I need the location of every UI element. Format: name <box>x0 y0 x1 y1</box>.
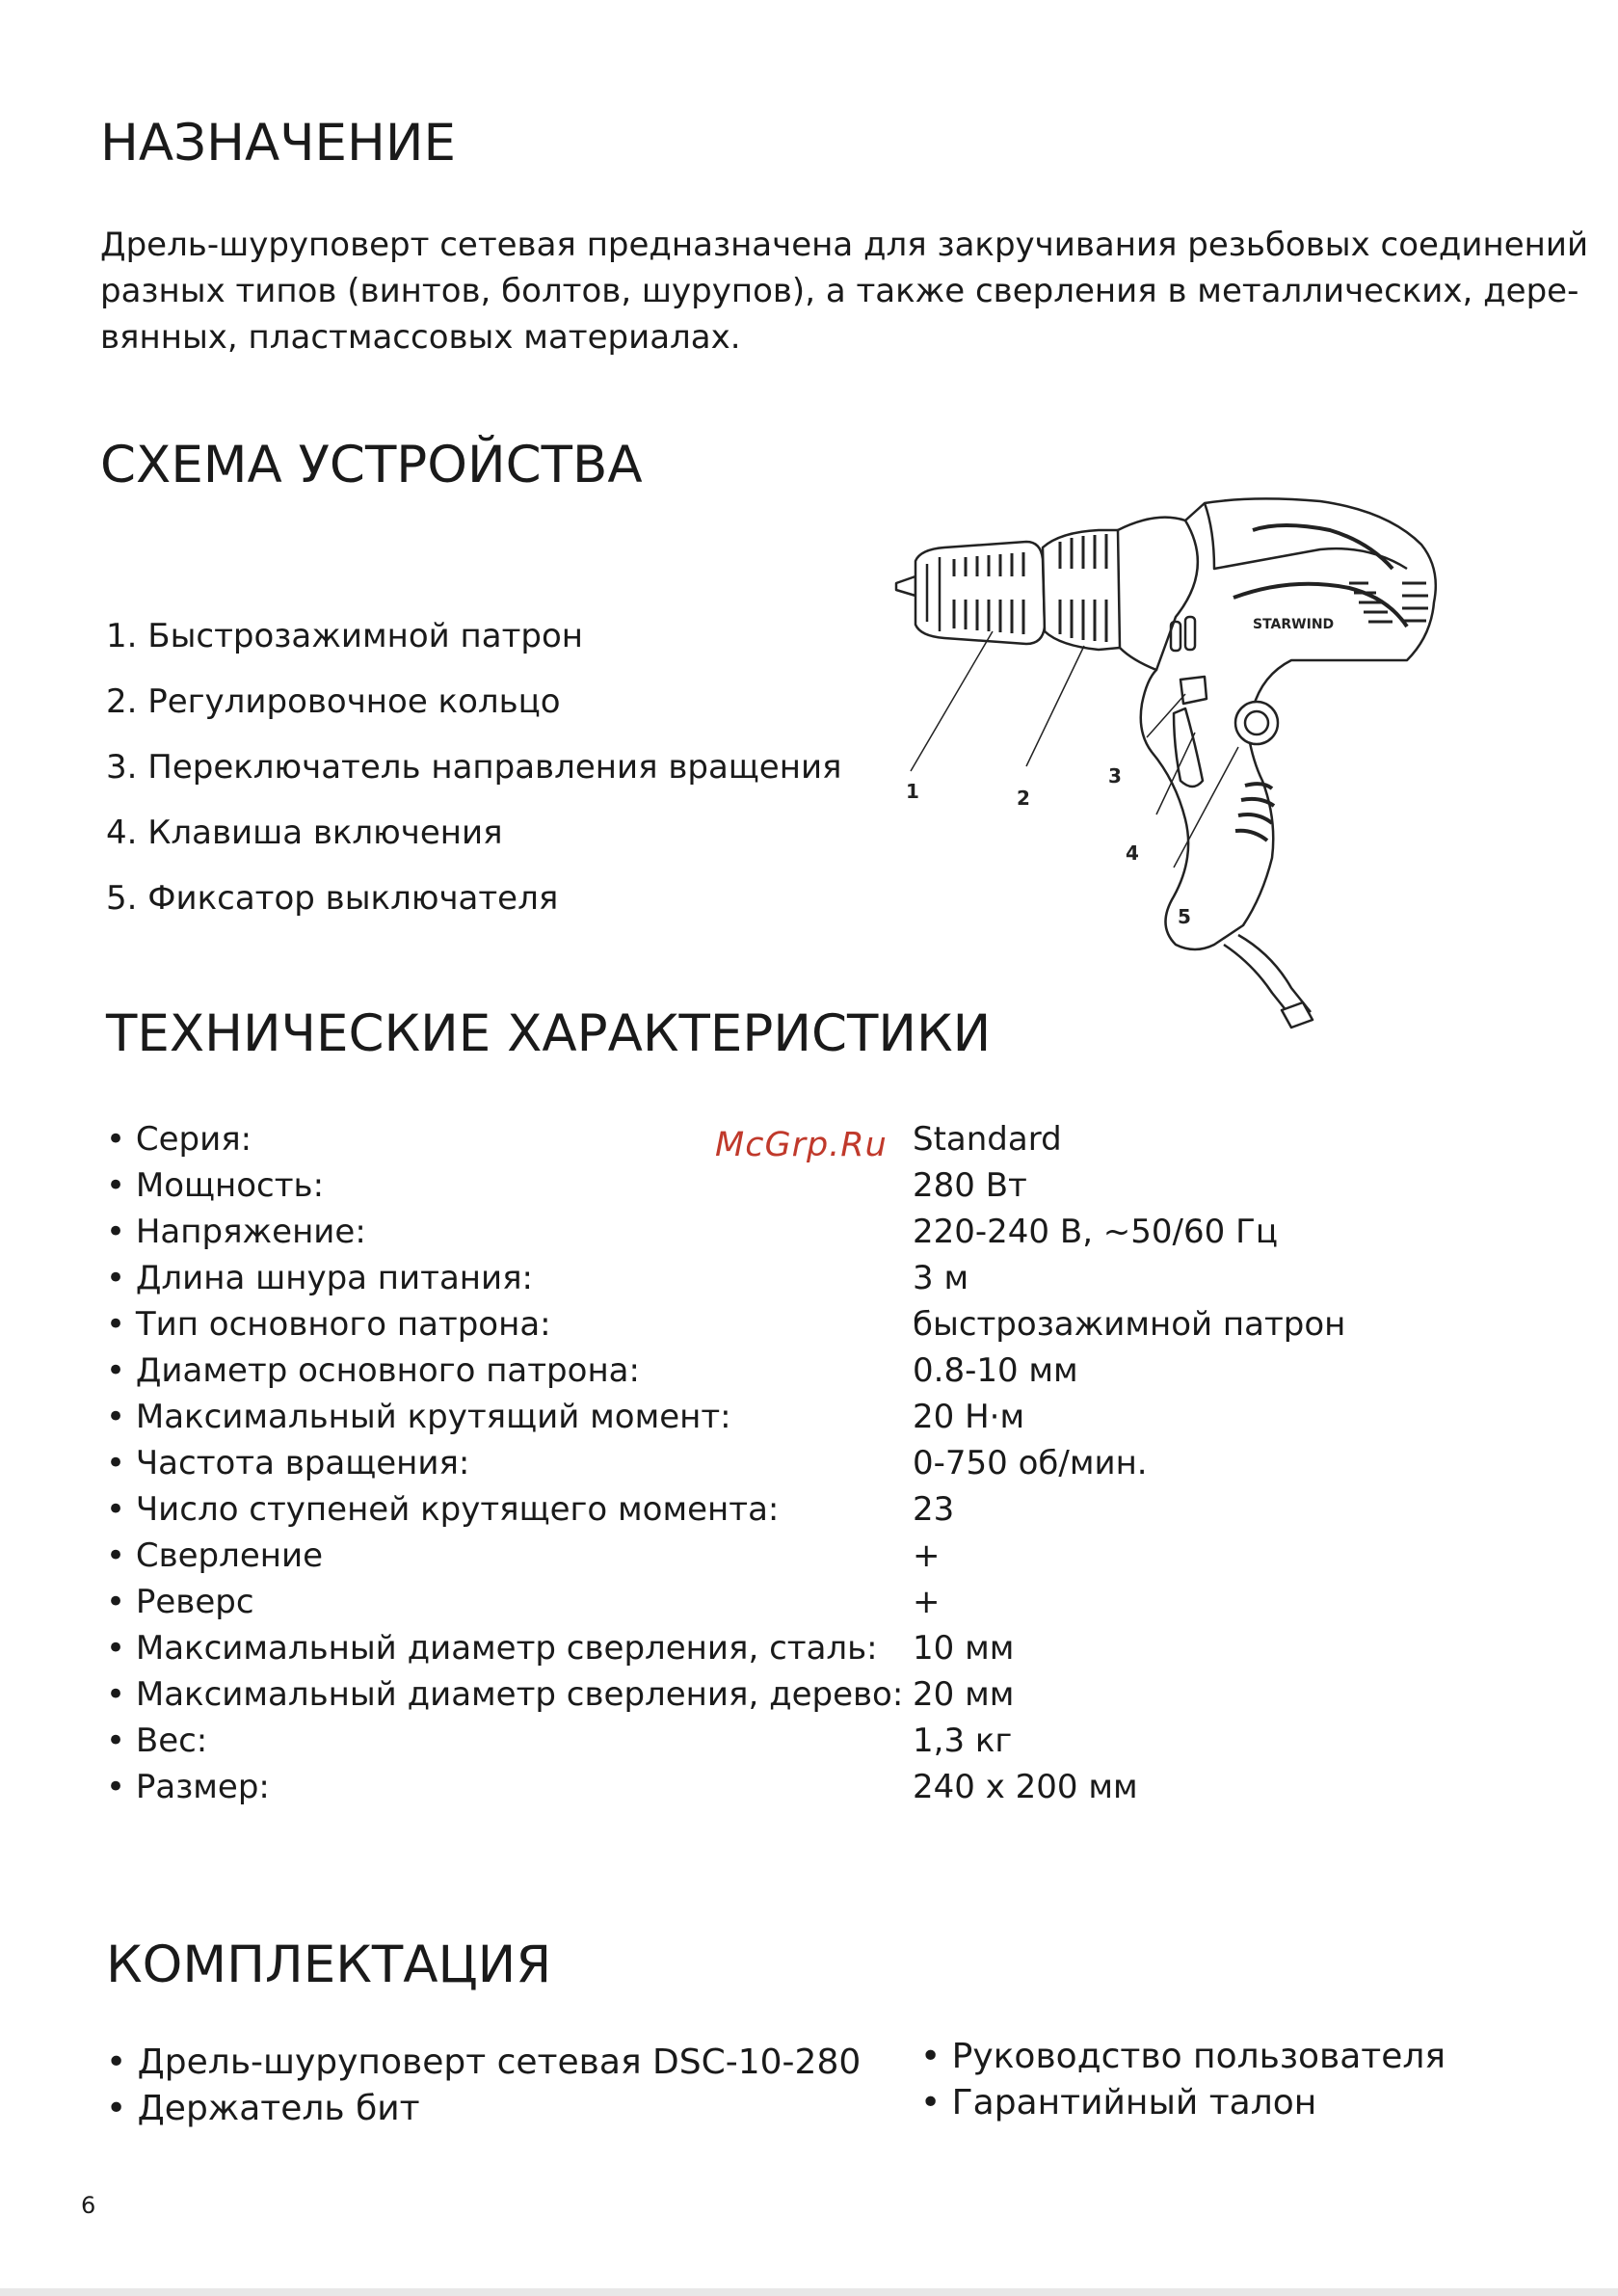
spec-value: 20 Н·м <box>913 1398 1025 1436</box>
spec-label: • Вес: <box>106 1722 208 1760</box>
spec-value: + <box>913 1536 941 1575</box>
kit-item: • Руководство пользователя <box>920 2037 1446 2076</box>
footer-line <box>0 2288 1618 2296</box>
spec-label: • Диаметр основного патрона: <box>106 1351 640 1390</box>
kit-item: • Держатель бит <box>106 2089 420 2128</box>
specs-title: ТЕХНИЧЕСКИЕ ХАРАКТЕРИСТИКИ <box>106 1004 992 1063</box>
spec-label: • Число ступеней крутящего момента: <box>106 1490 780 1529</box>
spec-value: 1,3 кг <box>913 1722 1013 1760</box>
kit-title: КОМПЛЕКТАЦИЯ <box>106 1936 552 1994</box>
callout-number: 4 <box>1126 841 1139 865</box>
spec-label: • Тип основного патрона: <box>106 1305 551 1344</box>
spec-value: 10 мм <box>913 1629 1015 1668</box>
spec-label: • Размер: <box>106 1768 270 1806</box>
spec-value: + <box>913 1583 941 1621</box>
spec-label: • Частота вращения: <box>106 1444 470 1482</box>
callout-number: 5 <box>1178 905 1191 928</box>
spec-label: • Максимальный диаметр сверления, сталь: <box>106 1629 878 1668</box>
spec-value: 220-240 В, ~50/60 Гц <box>913 1213 1278 1251</box>
spec-label: • Максимальный диаметр сверления, дерево: <box>106 1675 904 1714</box>
parts-list <box>106 613 842 941</box>
spec-value: 0-750 об/мин. <box>913 1444 1148 1482</box>
part-item: 2. Регулировочное кольцо <box>106 682 561 721</box>
spec-value: 240 х 200 мм <box>913 1768 1138 1806</box>
spec-value: 3 м <box>913 1259 969 1297</box>
spec-value: 20 мм <box>913 1675 1015 1714</box>
scheme-title: СХЕМА УСТРОЙСТВА <box>100 436 643 494</box>
spec-label: • Реверс <box>106 1583 254 1621</box>
callout-number: 3 <box>1108 764 1122 788</box>
part-item: 4. Клавиша включения <box>106 814 503 852</box>
purpose-title: НАЗНАЧЕНИЕ <box>100 114 457 173</box>
spec-label: • Сверление <box>106 1536 324 1575</box>
kit-list-right <box>920 2034 1446 2126</box>
watermark: McGrp.Ru <box>715 1126 888 1164</box>
spec-label: • Серия: <box>106 1120 252 1159</box>
kit-item: • Гарантийный талон <box>920 2083 1317 2122</box>
spec-label: • Длина шнура питания: <box>106 1259 534 1297</box>
kit-item: • Дрель-шуруповерт сетевая DSC-10-280 <box>106 2042 862 2082</box>
spec-value: 0.8-10 мм <box>913 1351 1078 1390</box>
drill-body-outline <box>896 498 1436 1028</box>
purpose-line: Дрель-шуруповерт сетевая предназначена для закручивания резьбовых соединений <box>100 226 1589 264</box>
part-item: 5. Фиксатор выключателя <box>106 879 559 918</box>
callout-number: 2 <box>1017 787 1030 810</box>
spec-value: быстрозажимной патрон <box>913 1305 1346 1344</box>
part-item: 3. Переключатель направления вращения <box>106 748 842 787</box>
purpose-line: вянных, пластмассовых материалах. <box>100 318 741 357</box>
brand-label: STARWIND <box>1253 617 1335 632</box>
kit-list-left <box>106 2040 861 2132</box>
spec-value: 23 <box>913 1490 955 1529</box>
page-number: 6 <box>81 2192 96 2219</box>
spec-value: 280 Вт <box>913 1166 1027 1205</box>
callout-number: 1 <box>906 780 919 803</box>
drill-diagram <box>867 492 1465 1031</box>
spec-label: • Максимальный крутящий момент: <box>106 1398 731 1436</box>
spec-label: • Напряжение: <box>106 1213 366 1251</box>
spec-label: • Мощность: <box>106 1166 325 1205</box>
part-item: 1. Быстрозажимной патрон <box>106 617 584 655</box>
spec-value: Standard <box>913 1120 1062 1159</box>
purpose-line: разных типов (винтов, болтов, шурупов), а также сверления в металлических, дере- <box>100 272 1579 310</box>
purpose-paragraph <box>100 222 1589 360</box>
